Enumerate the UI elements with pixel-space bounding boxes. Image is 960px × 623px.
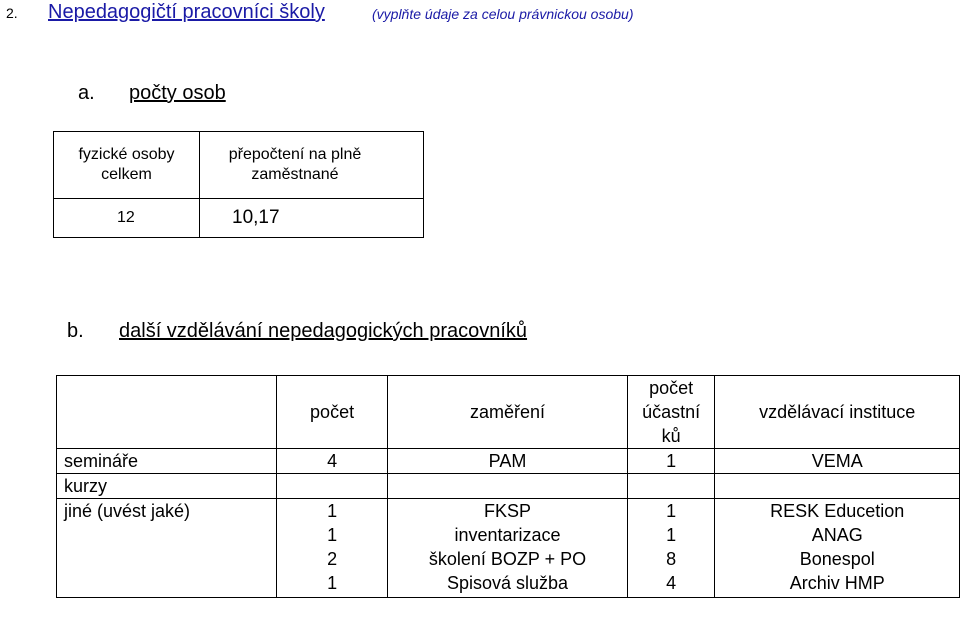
- header-institution: vzdělávací instituce: [715, 376, 960, 449]
- row-other-focus-1: FKSP: [483, 501, 531, 521]
- value-fte: 10,17: [200, 199, 424, 238]
- row-courses-focus: [388, 474, 628, 499]
- row-other-participants-3: 8: [666, 549, 677, 569]
- row-courses-institution: [715, 474, 960, 499]
- header-focus: zaměření: [388, 376, 628, 449]
- part-b-title: další vzdělávání nepedagogických pracovníků: [119, 320, 528, 342]
- row-other-count-1: 1: [327, 501, 338, 521]
- header-participants: [627, 376, 715, 449]
- row-courses-label: kurzy: [57, 474, 277, 499]
- row-other-focus: [388, 499, 628, 598]
- row-courses: [57, 474, 960, 499]
- value-physical-persons: 12: [54, 199, 200, 238]
- row-other: [57, 499, 960, 598]
- row-other-focus-4: Spisová služba: [446, 573, 569, 593]
- section-title: Nepedagogičtí pracovníci školy: [48, 1, 325, 23]
- header-fte: [200, 132, 424, 199]
- row-other-focus-3: školení BOZP + PO: [428, 549, 587, 569]
- row-other-participants-2: 1: [666, 525, 677, 545]
- row-seminars-participants: 1: [627, 449, 715, 474]
- headcount-value-row: [54, 199, 424, 238]
- header-participants-line3: ků: [661, 426, 681, 446]
- row-other-institution-3: Bonespol: [799, 549, 875, 569]
- row-other-institution: [715, 499, 960, 598]
- header-physical-persons-line1: fyzické osoby: [78, 146, 175, 163]
- headcount-table: [53, 131, 424, 238]
- part-a-title: počty osob: [129, 82, 226, 104]
- row-other-focus-2: inventarizace: [454, 525, 561, 545]
- row-seminars-focus: PAM: [388, 449, 628, 474]
- header-participants-line2: účastní: [642, 402, 701, 422]
- header-blank: [57, 376, 277, 449]
- row-courses-count: [276, 474, 387, 499]
- row-other-label: jiné (uvést jaké): [57, 499, 277, 598]
- row-seminars-count: 4: [276, 449, 387, 474]
- row-seminars-institution: VEMA: [715, 449, 960, 474]
- row-other-count: [276, 499, 387, 598]
- row-other-participants-4: 4: [666, 573, 677, 593]
- header-participants-line1: počet: [649, 378, 694, 398]
- row-other-participants-1: 1: [666, 501, 677, 521]
- training-header-row: [57, 376, 960, 449]
- row-other-participants: [627, 499, 715, 598]
- row-other-count-3: 2: [327, 549, 338, 569]
- row-courses-participants: [627, 474, 715, 499]
- headcount-header-row: [54, 132, 424, 199]
- section-number: 2.: [6, 5, 18, 21]
- row-other-count-2: 1: [327, 525, 338, 545]
- row-other-institution-1: RESK Educetion: [770, 501, 905, 521]
- header-physical-persons: [54, 132, 200, 199]
- section-note: (vyplňte údaje za celou právnickou osobu): [372, 6, 634, 22]
- row-other-count-4: 1: [327, 573, 338, 593]
- header-fte-line1: přepočtení na plně: [228, 146, 362, 163]
- part-b-letter: b.: [67, 320, 84, 342]
- header-fte-line2: zaměstnané: [251, 166, 339, 183]
- header-count: počet: [276, 376, 387, 449]
- row-seminars-label: semináře: [57, 449, 277, 474]
- part-a-letter: a.: [78, 82, 95, 104]
- row-other-institution-2: ANAG: [811, 525, 863, 545]
- row-other-institution-4: Archiv HMP: [789, 573, 885, 593]
- row-seminars: [57, 449, 960, 474]
- training-table: [56, 375, 960, 598]
- header-physical-persons-line2: celkem: [101, 166, 152, 183]
